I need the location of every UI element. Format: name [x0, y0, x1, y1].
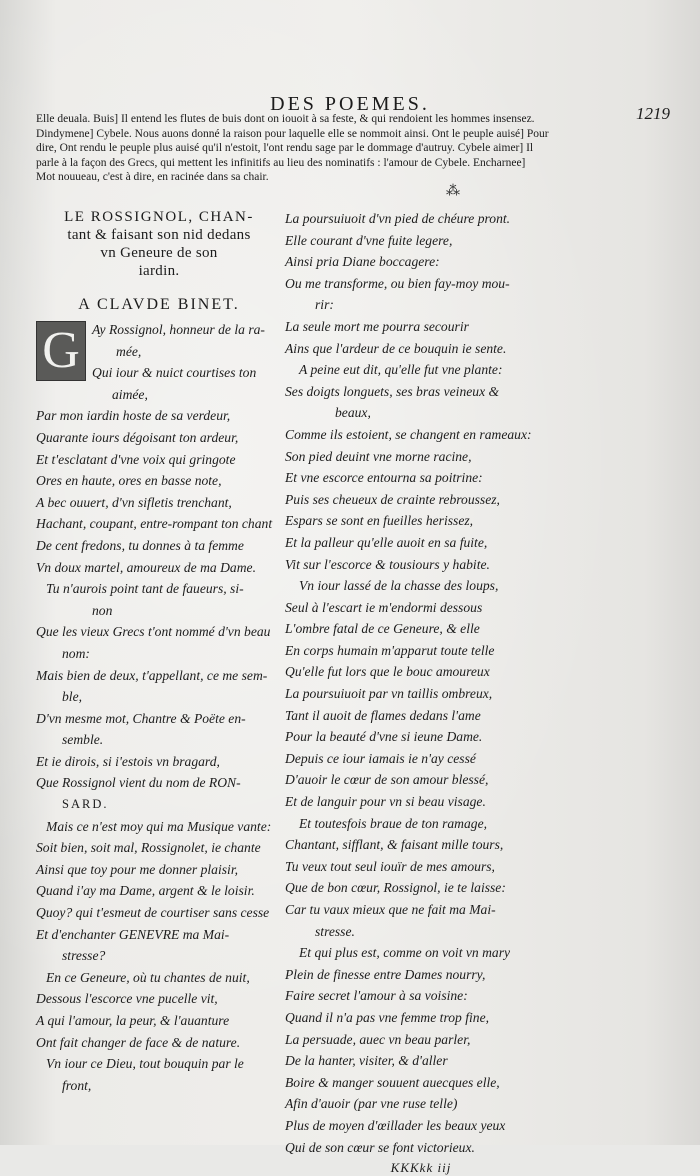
verse-line: Espars se sont en fueilles herissez,	[285, 513, 474, 529]
note-line: dire, Ont rendu le peuple plus auisé qu'il n'estoit, l'ont rendu sage par le dommage d'autruy. Cybele aimer] Il	[36, 142, 534, 155]
opening-lines	[36, 319, 282, 384]
verse-line: Son pied deuint vne morne racine,	[285, 448, 472, 464]
verse-line: Comme ils estoient, se changent en rameaux:	[285, 426, 532, 442]
verse-line: L'ombre fatal de ce Geneure, & elle	[285, 621, 480, 637]
verse-line: SARD.	[62, 797, 109, 812]
verse-line: D'auoir le cœur de son amour blessé,	[285, 772, 489, 788]
verse-right	[285, 208, 532, 1158]
verse-line: Ou me transforme, ou bien fay-moy mou-	[285, 275, 510, 291]
note-line: Mot nouueau, c'est à dire, en racinée dans sa chair.	[36, 171, 269, 184]
verse-line: En ce Geneure, où tu chantes de nuit,	[46, 969, 250, 985]
verse-line: La poursuiuoit par vn taillis ombreux,	[285, 686, 493, 702]
verse-line: Chantant, sifflant, & faisant mille tours,	[285, 837, 504, 853]
verse-line: Hachant, coupant, entre-rompant ton chant	[36, 516, 273, 532]
verse-line: ble,	[62, 689, 83, 705]
verse-line: stresse?	[62, 948, 106, 964]
verse-line: Et toutesfois braue de ton ramage,	[299, 815, 488, 831]
verse-line: Et t'esclatant d'vne voix qui gringote	[36, 451, 236, 467]
verse-line: Ay Rossignol, honneur de la ra-	[92, 322, 265, 337]
verse-line: Ores en haute, ores en basse note,	[36, 473, 222, 489]
verse-line: Vit sur l'escorce & tousiours y habite.	[285, 556, 490, 572]
verse-line: Quand il n'a pas vne femme trop fine,	[285, 1009, 490, 1025]
poem-title-line: LE ROSSIGNOL, CHAN-	[64, 209, 254, 225]
poem-title	[36, 208, 282, 280]
verse-line: Pour la beauté d'vne si ieune Dame.	[285, 729, 483, 745]
verse-line: En corps humain m'apparut toute telle	[285, 642, 495, 658]
poem-title-line: iardin.	[138, 263, 180, 279]
note-line: parle à la façon des Grecs, qui mettent les infinitifs au lieu des nominatifs : l'amour de Cybele. Encharnee]	[36, 156, 526, 169]
verse-line: Tant il auoit de flames dedans l'ame	[285, 707, 481, 723]
verse-line: Et la palleur qu'elle auoit en sa fuite,	[285, 534, 488, 550]
verse-line: Depuis ce iour iamais ie n'ay cessé	[285, 750, 476, 766]
verse-line: non	[92, 602, 113, 618]
verse-line: D'vn mesme mot, Chantre & Poëte en-	[36, 710, 246, 726]
verse-left	[36, 319, 282, 1096]
running-header: DES POEMES.	[270, 93, 430, 115]
verse-line: Mais ce n'est moy qui ma Musique vante:	[46, 818, 272, 834]
commentary-notes	[36, 112, 668, 185]
verse-line: A bec ouuert, d'vn sifletis trenchant,	[36, 494, 232, 510]
verse-line: Car tu vaux mieux que ne fait ma Mai-	[285, 902, 496, 917]
verse-line: Faire secret l'amour à sa voisine:	[285, 988, 468, 1004]
verse-line: Ains que l'ardeur de ce bouquin ie sente.	[285, 340, 507, 356]
verse-line: aimée,	[112, 386, 148, 402]
verse-line: rir:	[315, 297, 334, 313]
verse-line: Et vne escorce entourna sa poitrine:	[285, 470, 483, 486]
verse-line: Tu veux tout seul iouïr de mes amours,	[285, 858, 495, 874]
verse-line: Vn doux martel, amoureux de ma Dame.	[36, 559, 256, 575]
verse-line: Vn iour ce Dieu, tout bouquin par le	[46, 1056, 244, 1072]
signature-mark: KKKkk iij	[390, 1160, 452, 1176]
verse-line: Ses doigts longuets, ses bras veineux &	[285, 383, 500, 399]
verse-line: Ainsi pria Diane boccagere:	[285, 254, 440, 270]
poem-title-line: vn Geneure de son	[100, 245, 218, 261]
verse-line: La poursuiuoit d'vn pied de chéure pront.	[285, 211, 511, 226]
poem-dedication: A CLAVDE BINET.	[78, 296, 240, 313]
verse-line: Plein de finesse entre Dames nourry,	[285, 966, 486, 982]
poem-title-line: tant & faisant son nid dedans	[67, 227, 251, 243]
verse-line: Puis ses cheueux de crainte rebroussez,	[285, 491, 500, 507]
verse-line: Afin d'auoir (par vne ruse telle)	[285, 1096, 458, 1112]
left-column	[36, 208, 282, 1096]
verse-line: Que Rossignol vient du nom de RON-	[36, 775, 241, 791]
verse-line: Mais bien de deux, t'appellant, ce me sem-	[36, 667, 268, 683]
verse-line: Qui de son cœur se font victorieux.	[285, 1139, 475, 1155]
verse-line: Quoy? qui t'esmeut de courtiser sans cesse	[36, 905, 270, 921]
verse-line: Que les vieux Grecs t'ont nommé d'vn beau	[36, 624, 271, 640]
verse-line: Et d'enchanter GENEVRE ma Mai-	[36, 926, 230, 942]
verse-line: A peine eut dit, qu'elle fut vne plante:	[299, 362, 503, 378]
ornament-mark: ⁂	[446, 183, 460, 199]
verse-line: mée,	[116, 343, 142, 359]
verse-line: Soit bien, soit mal, Rossignolet, ie chante	[36, 840, 261, 856]
verse-line: A qui l'amour, la peur, & l'auanture	[36, 1013, 230, 1028]
verse-line: Seul à l'escart ie m'endormi dessous	[285, 599, 483, 615]
verse-line: Et de languir pour vn si beau visage.	[285, 794, 486, 810]
page-number: 1219	[636, 104, 670, 123]
verse-line: Vn iour lassé de la chasse des loups,	[299, 578, 499, 594]
verse-line: nom:	[62, 645, 90, 661]
verse-line: Plus de moyen d'œillader les beaux yeux	[285, 1117, 506, 1133]
note-line: Elle deuala. Buis] Il entend les flutes de buis dont on iouoit à sa feste, & qui rendoient les hommes insensez.	[36, 113, 535, 125]
verse-line: De cent fredons, tu donnes à ta femme	[36, 537, 244, 553]
verse-line: Boire & manger souuent auecques elle,	[285, 1074, 500, 1090]
note-line: Dindymene] Cybele. Nous auons donné la raison pour laquelle elle se nommoit ainsi. Ont le peuple auisé] Pour	[36, 127, 549, 140]
verse-line: beaux,	[335, 405, 371, 421]
verse-line: Elle courant d'vne fuite legere,	[285, 232, 453, 248]
verse-line: Et qui plus est, comme on voit vn mary	[299, 945, 511, 961]
verse-line: Qui iour & nuict courtises ton	[92, 365, 257, 381]
right-column	[285, 208, 532, 1176]
verse-line: Par mon iardin hoste de sa verdeur,	[36, 408, 231, 424]
verse-line: Ainsi que toy pour me donner plaisir,	[36, 861, 239, 877]
verse-line: Quand i'ay ma Dame, argent & le loisir.	[36, 883, 255, 899]
verse-line: Et ie dirois, si i'estois vn bragard,	[36, 753, 220, 769]
verse-line: Qu'elle fut lors que le bouc amoureux	[285, 664, 490, 680]
verse-line: Dessous l'escorce vne pucelle vit,	[36, 991, 218, 1007]
verse-line: semble.	[62, 732, 104, 748]
verse-line: stresse.	[315, 923, 355, 939]
verse-line: Ont fait changer de face & de nature.	[36, 1034, 241, 1050]
verse-line: La seule mort me pourra secourir	[285, 318, 469, 334]
verse-line: Que de bon cœur, Rossignol, ie te laisse:	[285, 880, 506, 896]
verse-line: Tu n'aurois point tant de faueurs, si-	[46, 581, 244, 597]
drop-cap-initial	[36, 321, 86, 381]
verse-line: De la hanter, visiter, & d'aller	[285, 1053, 448, 1069]
verse-line: front,	[62, 1077, 92, 1093]
verse-line: La persuade, auec vn beau parler,	[285, 1031, 471, 1047]
drop-cap-letter: G	[42, 322, 80, 379]
verse-line: Quarante iours dégoisant ton ardeur,	[36, 429, 239, 445]
